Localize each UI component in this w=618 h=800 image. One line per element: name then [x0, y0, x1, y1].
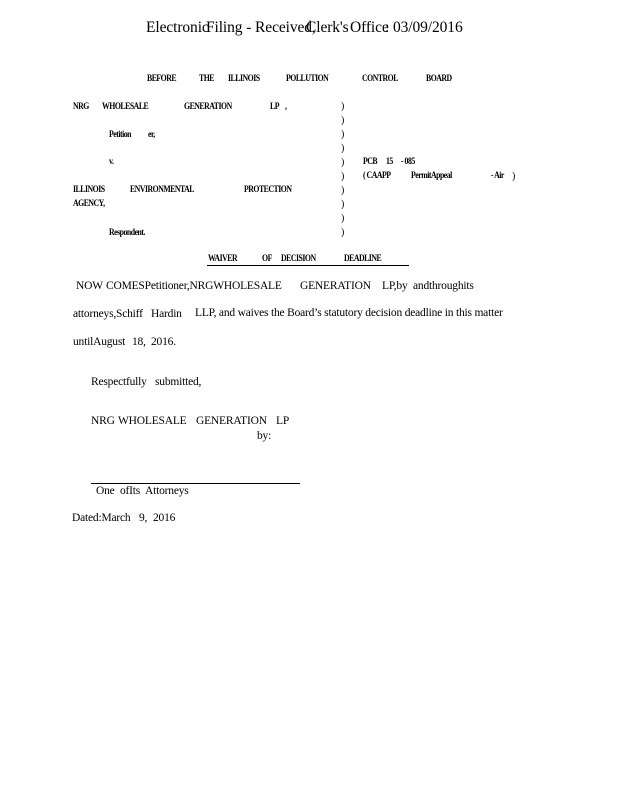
- dated-text: 9,: [139, 512, 148, 524]
- attorney-label: ofIts: [120, 485, 141, 497]
- caption-paren: ): [341, 129, 345, 140]
- caption-paren: ): [341, 171, 345, 182]
- respondent-name: PROTECTION: [244, 185, 292, 195]
- case-number: - 085: [401, 157, 415, 167]
- title-underline: [207, 265, 409, 266]
- caption-paren: ): [341, 199, 345, 210]
- case-type: - Air: [491, 171, 504, 181]
- body-text: 18,: [132, 336, 146, 348]
- stamp-text: Filing - Received,: [206, 19, 316, 36]
- respondent-name: AGENCY,: [73, 199, 105, 209]
- heading-word: ILLINOIS: [228, 74, 260, 84]
- body-text: Hardin: [151, 308, 182, 320]
- petitioner-name: ,: [285, 102, 287, 112]
- case-type: ): [512, 171, 516, 182]
- petitioner-label: er,: [148, 130, 155, 140]
- body-text: 2016.: [151, 336, 176, 348]
- heading-word: BOARD: [426, 74, 452, 84]
- petitioner-name: GENERATION: [184, 102, 232, 112]
- body-text: GENERATION: [300, 280, 371, 292]
- closing-text: submitted,: [155, 376, 202, 388]
- closing-text: Respectfully: [91, 376, 147, 388]
- dated-text: Dated:March: [72, 512, 131, 524]
- body-text: LP,by: [382, 280, 408, 292]
- title-word: OF: [262, 254, 272, 264]
- caption-paren: ): [341, 227, 345, 238]
- signer-name: WHOLESALE: [118, 415, 187, 427]
- caption-paren: ): [341, 115, 345, 126]
- body-text: attorneys,Schiff: [73, 308, 143, 320]
- signature-line: [91, 483, 300, 484]
- case-type: ( CAAPP: [363, 171, 391, 181]
- case-type: PermitAppeal: [411, 171, 452, 181]
- signer-name: NRG: [91, 415, 115, 427]
- case-number: PCB: [363, 157, 378, 167]
- petitioner-name: NRG: [73, 102, 89, 112]
- petitioner-name: WHOLESALE: [102, 102, 149, 112]
- caption-paren: ): [341, 157, 345, 168]
- attorney-label: One: [96, 485, 115, 497]
- respondent-name: ENVIRONMENTAL: [130, 185, 195, 195]
- stamp-text: Electronic: [146, 19, 209, 36]
- heading-word: CONTROL: [362, 74, 398, 84]
- heading-word: BEFORE: [147, 74, 177, 84]
- dated-text: 2016: [153, 512, 176, 524]
- respondent-label: Respondent.: [109, 228, 145, 238]
- body-text: andthroughits: [413, 280, 474, 292]
- attorney-label: Attorneys: [145, 485, 189, 497]
- versus-label: v.: [109, 157, 114, 167]
- caption-paren: ): [341, 101, 345, 112]
- stamp-text: : 03/09/2016: [385, 19, 463, 36]
- body-text: untilAugust: [73, 336, 126, 348]
- signer-name: GENERATION: [196, 415, 267, 427]
- body-text: COMESPetitioner,NRGWHOLESALE: [106, 280, 282, 292]
- body-text: NOW: [76, 280, 103, 292]
- stamp-text: Office: [350, 19, 389, 36]
- case-number: 15: [386, 157, 393, 167]
- caption-paren: ): [341, 185, 345, 196]
- caption-paren: ): [341, 143, 345, 154]
- by-label: by:: [257, 430, 272, 442]
- signer-name: LP: [276, 415, 290, 427]
- heading-word: THE: [199, 74, 214, 84]
- title-word: DECISION: [281, 254, 316, 264]
- petitioner-name: LP: [270, 102, 279, 112]
- body-text: LLP, and waives the Board’s statutory decision deadline in this matter: [195, 307, 503, 319]
- caption-paren: ): [341, 213, 345, 224]
- heading-word: POLLUTION: [286, 74, 329, 84]
- title-word: WAIVER: [208, 254, 238, 264]
- petitioner-label: Petition: [109, 130, 132, 140]
- respondent-name: ILLINOIS: [73, 185, 105, 195]
- stamp-text: Clerk's: [306, 19, 349, 36]
- title-word: DEADLINE: [344, 254, 382, 264]
